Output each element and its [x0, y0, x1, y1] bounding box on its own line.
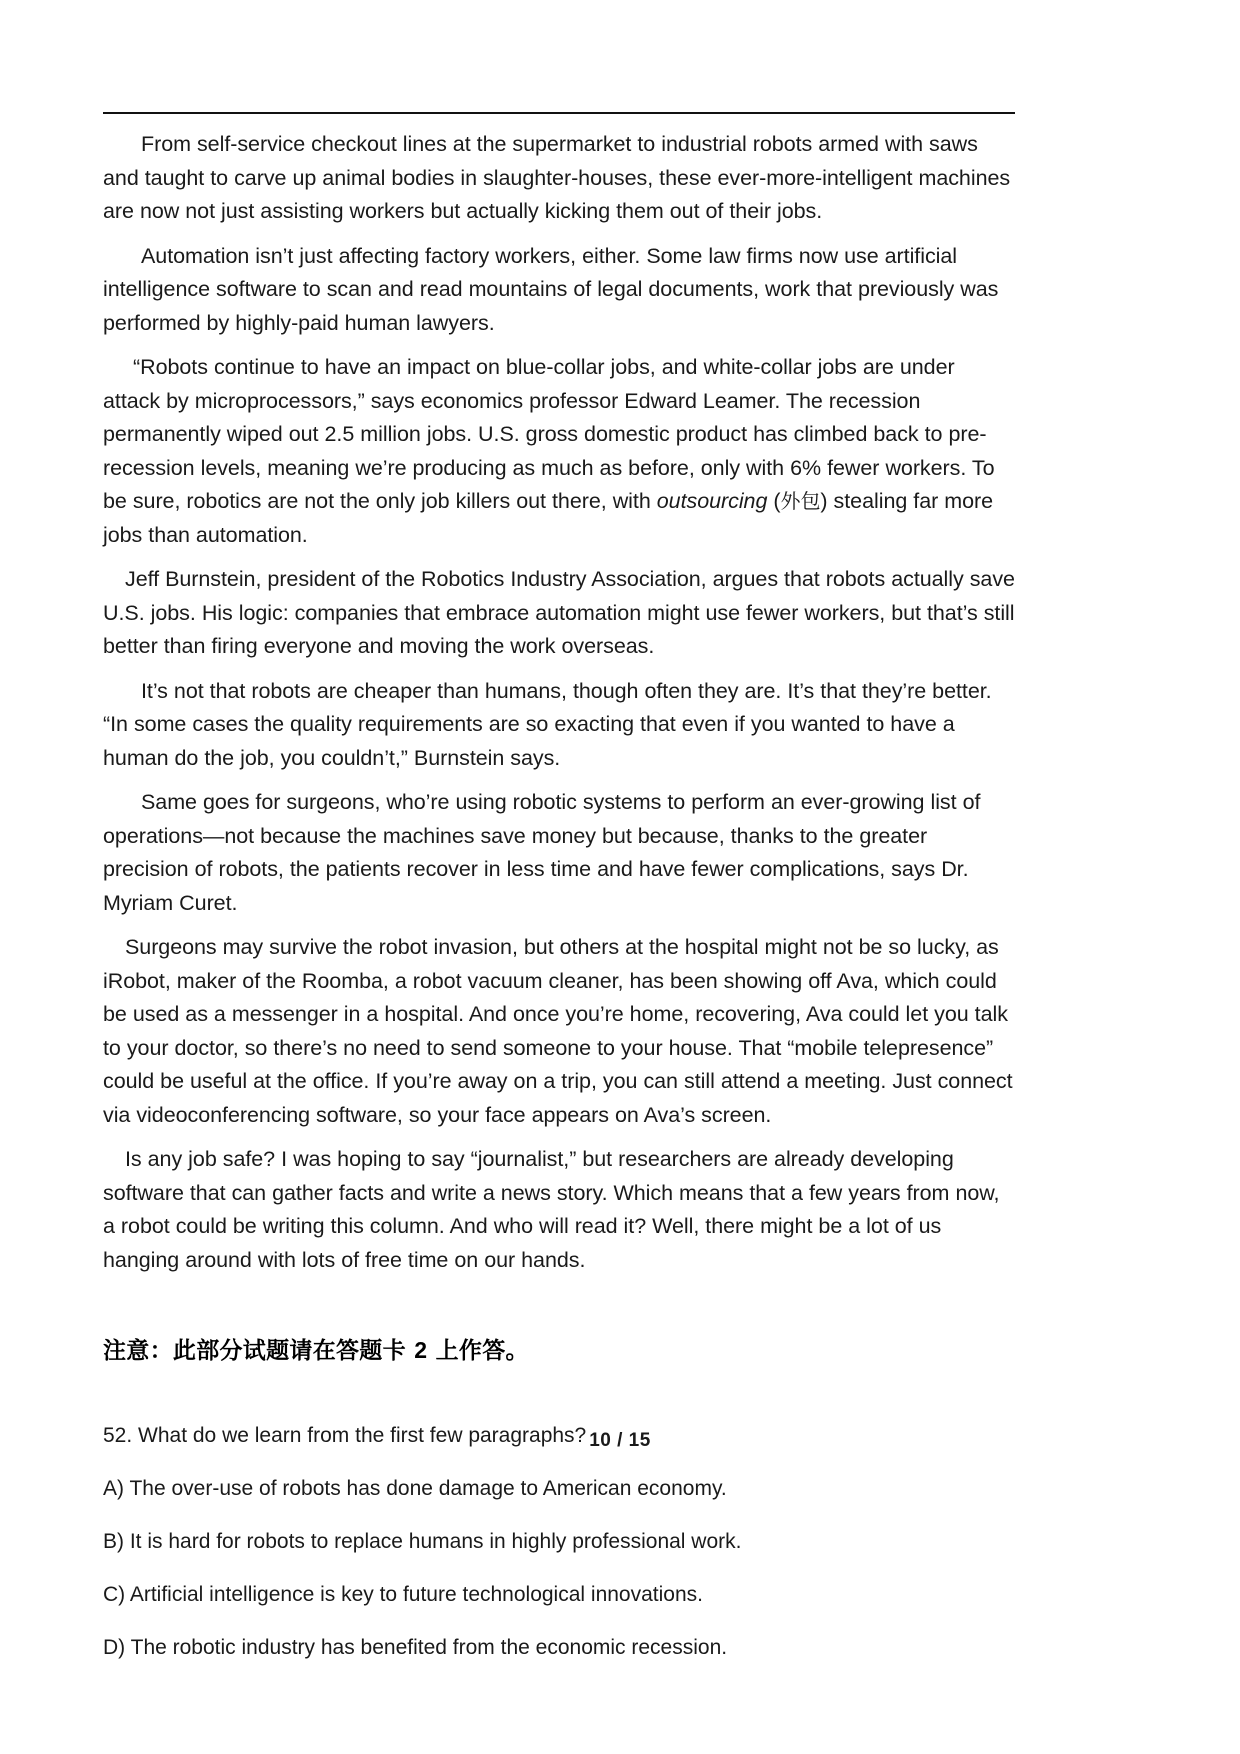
question-52-stem: 52. What do we learn from the first few paragraphs? [103, 1424, 587, 1447]
italic-term-outsourcing: outsourcing [656, 489, 768, 513]
paragraph-8: Is any job safe? I was hoping to say “journalist,” but researchers are already developing software that can gather facts and write a news story. Which means that a few years from now, a robot could be writing this column. And who will read it? Well, there might be a lot of us hanging around with lots of free time on our hands. [103, 1147, 1000, 1272]
quote-text-part-1: “Robots continue to have an impact on blue-collar jobs, and white-collar jobs are under attack by microprocessors,” says economics professor Edward Leamer. The recession permanently wiped out 2.5 million jobs. U.S. gross domestic product has climbed back to pre-recession levels, meaning we’re producing as much as before, only with 6% fewer workers. To be sure, robotics are not the only job killers out there, with [103, 355, 995, 513]
chinese-gloss: 外包 [780, 489, 821, 513]
paragraph-3-quote [103, 351, 1015, 552]
paragraph-1: From self-service checkout lines at the supermarket to industrial robots armed with saws and taught to carve up animal bodies in slaughter-houses, these ever-more-intelligent machines are now not just assisting workers but actually kicking them out of their jobs. [103, 132, 1011, 223]
quote-text-part-2: ( [767, 489, 781, 513]
question-52-option-a[interactable]: A) The over-use of robots has done damage to American economy. [103, 1477, 727, 1500]
notice-text-before: 注意：此部分试题请在答题卡 [103, 1338, 415, 1364]
notice-sheet-number: 2 [414, 1337, 428, 1363]
notice-text-after: 上作答。 [427, 1338, 529, 1364]
paragraph-5: It’s not that robots are cheaper than humans, though often they are. It’s that they’re better. “In some cases the quality requirements are so exacting that even if you wanted to have a human do the job, you couldn’t,” Burnstein says. [103, 678, 992, 770]
answer-sheet-notice [103, 1333, 1015, 1368]
question-block [103, 1420, 1015, 1664]
paragraph-7: Surgeons may survive the robot invasion, but others at the hospital might not be so lucky, as iRobot, maker of the Roomba, a robot vacuum cleaner, has been showing off Ava, which could be used as a messenger in a hospital. And once you’re home, recovering, Ava could let you talk to your doctor, so there’s no need to send someone to your house. That “mobile telepresence” could be useful at the office. If you’re away on a trip, you can still attend a meeting. Just connect via videoconferencing software, so your face appears on Ava’s screen. [103, 935, 1013, 1127]
paragraph-6: Same goes for surgeons, who’re using robotic systems to perform an ever-growing list of operations—not because the machines save money but because, thanks to the greater precision of robots, the patients recover in less time and have fewer complications, says Dr. Myriam Curet. [103, 790, 981, 915]
paragraph-2: Automation isn’t just affecting factory workers, either. Some law firms now use artificial intelligence software to scan and read mountains of legal documents, work that previously was performed by highly-paid human lawyers. [103, 243, 999, 335]
quote-text-part-3: ) stealing far more jobs than automation. [103, 489, 994, 547]
question-52-option-c[interactable]: C) Artificial intelligence is key to future technological innovations. [103, 1583, 703, 1606]
question-52-option-b[interactable]: B) It is hard for robots to replace humans in highly professional work. [103, 1530, 742, 1553]
header-divider-rule [103, 112, 1015, 114]
question-52-option-d[interactable]: D) The robotic industry has benefited from the economic recession. [103, 1636, 728, 1659]
paragraph-4: Jeff Burnstein, president of the Robotics Industry Association, argues that robots actually save U.S. jobs. His logic: companies that embrace automation might use fewer workers, but that’s still better than firing everyone and moving the work overseas. [103, 567, 1015, 658]
page-footer-number: 10 / 15 [589, 1430, 651, 1451]
